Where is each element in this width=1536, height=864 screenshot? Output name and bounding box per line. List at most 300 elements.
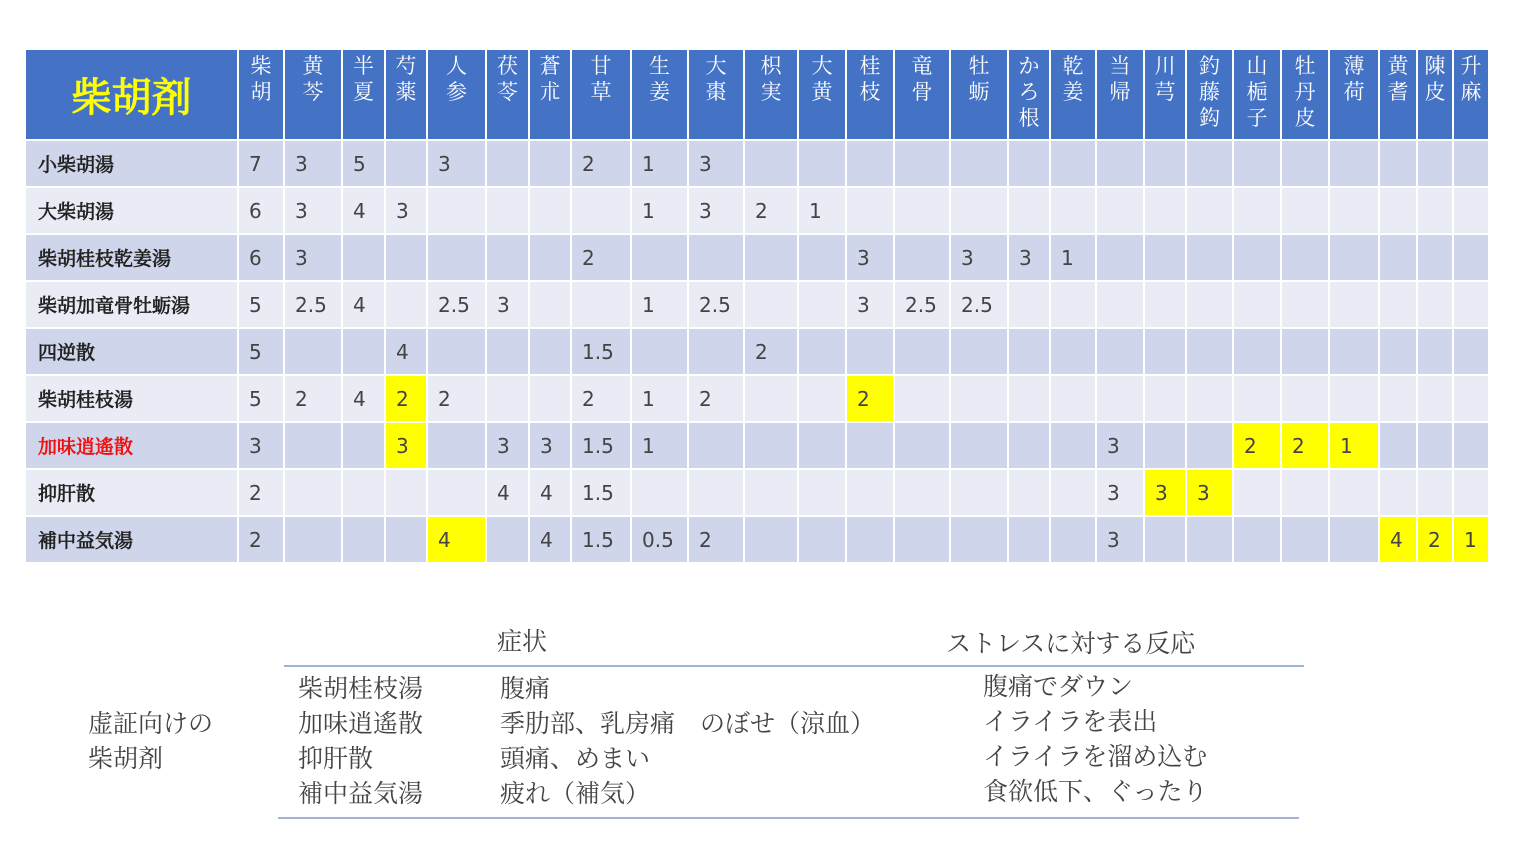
dosage-cell [1186, 234, 1233, 281]
formula-name-cell: 加味逍遙散 [25, 422, 238, 469]
dosage-cell [1329, 375, 1379, 422]
dosage-cell [1186, 187, 1233, 234]
dosage-cell: 3 [284, 234, 342, 281]
dosage-cell: 4 [486, 469, 529, 516]
herb-name: 桂枝 [859, 54, 881, 104]
dosage-cell [1417, 234, 1453, 281]
herb-column-header [1417, 49, 1453, 140]
dosage-cell [798, 375, 846, 422]
herb-column-header [894, 49, 950, 140]
dosage-cell: 1 [1050, 234, 1096, 281]
herb-column-header [798, 49, 846, 140]
dosage-cell: 6 [238, 187, 284, 234]
dosage-cell: 3 [846, 234, 894, 281]
dosage-cell [1453, 469, 1489, 516]
dosage-cell [1281, 328, 1329, 375]
dosage-cell [1417, 187, 1453, 234]
herb-name: 蒼朮 [539, 54, 561, 104]
herb-header-row [25, 49, 1489, 140]
dosage-cell [342, 328, 385, 375]
dosage-cell [1329, 469, 1379, 516]
dosage-cell [744, 375, 798, 422]
dosage-cell [950, 187, 1008, 234]
herb-name: 枳実 [760, 54, 782, 104]
herb-column-header [1144, 49, 1186, 140]
dosage-cell [1281, 281, 1329, 328]
formula-row [25, 375, 1489, 422]
group-label-line-1: 虚証向けの [88, 709, 214, 738]
dosage-cell [1144, 234, 1186, 281]
dosage-cell [894, 375, 950, 422]
herb-column-header [284, 49, 342, 140]
dosage-cell [1050, 187, 1096, 234]
symptom-column-header: 症状 [497, 627, 548, 656]
dosage-cell: 3 [529, 422, 571, 469]
dosage-cell [631, 234, 688, 281]
dosage-cell [744, 281, 798, 328]
formula-name: 柴胡桂枝湯 [298, 674, 424, 703]
dosage-cell [631, 469, 688, 516]
symptom-text: 季肋部、乳房痛 のぼせ（涼血） [500, 709, 876, 738]
dosage-cell: 1 [631, 375, 688, 422]
dosage-cell: 3 [1186, 469, 1233, 516]
dosage-cell [1379, 187, 1417, 234]
formula-name-cell: 柴胡加竜骨牡蛎湯 [25, 281, 238, 328]
reaction-text: イライラを表出 [983, 707, 1158, 736]
dosage-cell [1008, 281, 1050, 328]
herb-column-header [529, 49, 571, 140]
dosage-cell: 2 [744, 328, 798, 375]
dosage-cell: 3 [385, 187, 427, 234]
herb-name: 黄芩 [302, 54, 324, 104]
dosage-cell [1144, 328, 1186, 375]
symptom-text: 頭痛、めまい [500, 744, 651, 773]
dosage-cell: 4 [427, 516, 486, 563]
dosage-cell: 0.5 [631, 516, 688, 563]
dosage-cell [571, 187, 631, 234]
formula-name-cell: 柴胡桂枝湯 [25, 375, 238, 422]
dosage-cell [529, 281, 571, 328]
dosage-cell: 4 [1379, 516, 1417, 563]
dosage-cell: 3 [688, 187, 744, 234]
dosage-cell: 4 [529, 469, 571, 516]
dosage-cell [894, 328, 950, 375]
dosage-cell [1281, 469, 1329, 516]
herb-name: 陳皮 [1424, 54, 1446, 104]
formula-name-cell: 補中益気湯 [25, 516, 238, 563]
dosage-cell [744, 469, 798, 516]
dosage-cell [1186, 140, 1233, 187]
dosage-cell [950, 375, 1008, 422]
dosage-cell [1186, 281, 1233, 328]
dosage-cell [1329, 234, 1379, 281]
dosage-cell: 1 [631, 140, 688, 187]
formula-row [25, 422, 1489, 469]
dosage-cell: 2 [571, 140, 631, 187]
dosage-cell [427, 187, 486, 234]
dosage-cell: 2.5 [284, 281, 342, 328]
dosage-cell [1379, 281, 1417, 328]
herb-name: 釣藤鈎 [1199, 54, 1220, 130]
herb-name: 大棗 [705, 54, 727, 104]
dosage-cell [950, 140, 1008, 187]
dosage-cell [427, 234, 486, 281]
herb-name: 大黄 [811, 54, 833, 104]
dosage-cell: 2.5 [427, 281, 486, 328]
herb-name: 柴胡 [250, 54, 272, 104]
dosage-cell: 6 [238, 234, 284, 281]
herb-name: 芍薬 [395, 54, 417, 104]
herb-column-header [631, 49, 688, 140]
dosage-cell [1329, 281, 1379, 328]
dosage-cell [744, 422, 798, 469]
dosage-cell [1233, 516, 1281, 563]
herb-name: 山梔子 [1246, 54, 1268, 130]
formula-row [25, 187, 1489, 234]
herb-column-header [744, 49, 798, 140]
dosage-cell [486, 234, 529, 281]
dosage-cell: 3 [238, 422, 284, 469]
dosage-cell: 3 [284, 187, 342, 234]
dosage-cell: 2 [238, 469, 284, 516]
herb-column-header [1453, 49, 1489, 140]
dosage-cell [1453, 281, 1489, 328]
dosage-cell: 2.5 [894, 281, 950, 328]
dosage-cell [1008, 328, 1050, 375]
dosage-cell [385, 516, 427, 563]
dosage-cell: 1 [798, 187, 846, 234]
dosage-cell [1050, 516, 1096, 563]
dosage-cell [1281, 234, 1329, 281]
dosage-cell [1453, 140, 1489, 187]
dosage-cell [1417, 469, 1453, 516]
dosage-cell [529, 328, 571, 375]
dosage-cell [385, 469, 427, 516]
herb-column-header [342, 49, 385, 140]
herb-name: 牡蛎 [968, 54, 990, 104]
dosage-cell: 4 [342, 281, 385, 328]
group-label-line-2: 柴胡剤 [88, 744, 164, 773]
dosage-cell [1281, 187, 1329, 234]
herb-column-header [571, 49, 631, 140]
dosage-cell [1050, 281, 1096, 328]
dosage-cell: 1 [631, 422, 688, 469]
dosage-cell: 1 [1329, 422, 1379, 469]
dosage-cell [744, 140, 798, 187]
dosage-cell: 3 [688, 140, 744, 187]
herb-name: 茯苓 [497, 54, 518, 104]
herb-column-header [1233, 49, 1281, 140]
herb-column-header [385, 49, 427, 140]
dosage-cell: 2 [1417, 516, 1453, 563]
formula-row [25, 328, 1489, 375]
dosage-cell [950, 516, 1008, 563]
dosage-cell [894, 422, 950, 469]
dosage-cell: 2 [846, 375, 894, 422]
dosage-cell [798, 469, 846, 516]
herb-column-header [1096, 49, 1144, 140]
dosage-cell [1281, 140, 1329, 187]
herb-name: かろ根 [1018, 54, 1040, 130]
dosage-cell [1233, 375, 1281, 422]
dosage-cell [1329, 328, 1379, 375]
herb-name: 升麻 [1460, 54, 1482, 104]
dosage-cell [1008, 375, 1050, 422]
dosage-cell [427, 422, 486, 469]
dosage-cell [1281, 516, 1329, 563]
dosage-cell: 4 [385, 328, 427, 375]
herb-name: 甘草 [590, 54, 612, 104]
dosage-cell [1329, 516, 1379, 563]
dosage-cell [1096, 328, 1144, 375]
dosage-cell [950, 469, 1008, 516]
dosage-cell: 3 [1096, 422, 1144, 469]
dosage-cell [688, 328, 744, 375]
dosage-cell [1144, 140, 1186, 187]
herb-column-header [486, 49, 529, 140]
dosage-cell [1233, 234, 1281, 281]
herb-column-header [950, 49, 1008, 140]
dosage-cell [385, 140, 427, 187]
formula-name-cell: 小柴胡湯 [25, 140, 238, 187]
formula-row [25, 281, 1489, 328]
dosage-cell [284, 469, 342, 516]
dosage-cell [1453, 375, 1489, 422]
formula-name-cell: 抑肝散 [25, 469, 238, 516]
dosage-cell: 4 [342, 375, 385, 422]
dosage-cell [1008, 187, 1050, 234]
herb-name: 薄荷 [1343, 54, 1365, 104]
herb-name: 牡丹皮 [1294, 54, 1316, 130]
dosage-cell [1050, 469, 1096, 516]
dosage-cell: 1.5 [571, 328, 631, 375]
dosage-cell [894, 234, 950, 281]
dosage-cell [486, 375, 529, 422]
dosage-cell [798, 422, 846, 469]
dosage-cell [846, 422, 894, 469]
dosage-cell [846, 469, 894, 516]
herb-column-header [238, 49, 284, 140]
dosage-cell: 3 [284, 140, 342, 187]
dosage-cell [1233, 140, 1281, 187]
dosage-cell [798, 328, 846, 375]
dosage-cell [950, 422, 1008, 469]
dosage-cell [1050, 328, 1096, 375]
dosage-cell [1096, 187, 1144, 234]
dosage-cell [1417, 281, 1453, 328]
dosage-cell [1233, 281, 1281, 328]
formula-name-cell: 柴胡桂枝乾姜湯 [25, 234, 238, 281]
dosage-cell [798, 140, 846, 187]
symptom-text: 疲れ（補気） [500, 779, 651, 808]
herb-column-header [427, 49, 486, 140]
dosage-cell: 1.5 [571, 516, 631, 563]
dosage-cell [1144, 422, 1186, 469]
dosage-cell: 2 [1281, 422, 1329, 469]
dosage-cell [688, 234, 744, 281]
herb-column-header [1329, 49, 1379, 140]
dosage-cell [1096, 375, 1144, 422]
dosage-cell [342, 422, 385, 469]
dosage-cell: 2 [688, 375, 744, 422]
reaction-text: イライラを溜め込む [983, 742, 1208, 771]
dosage-cell [688, 469, 744, 516]
dosage-cell: 2 [284, 375, 342, 422]
dosage-cell [894, 140, 950, 187]
dosage-cell [1008, 140, 1050, 187]
dosage-cell: 5 [238, 375, 284, 422]
dosage-cell [1329, 140, 1379, 187]
herb-name: 当帰 [1109, 54, 1131, 104]
dosage-cell [688, 422, 744, 469]
dosage-cell [1096, 281, 1144, 328]
reaction-text: 食欲低下、ぐったり [983, 777, 1208, 806]
comparison-bottom-rule [278, 817, 1299, 819]
dosage-cell: 3 [1008, 234, 1050, 281]
dosage-cell [529, 375, 571, 422]
herb-name: 人参 [446, 54, 467, 104]
dosage-cell [950, 328, 1008, 375]
dosage-cell [1417, 375, 1453, 422]
dosage-cell: 4 [529, 516, 571, 563]
dosage-cell: 3 [950, 234, 1008, 281]
dosage-cell [342, 469, 385, 516]
dosage-cell: 7 [238, 140, 284, 187]
dosage-cell: 2 [238, 516, 284, 563]
reaction-text: 腹痛でダウン [983, 672, 1134, 701]
dosage-cell [1186, 516, 1233, 563]
dosage-cell: 3 [1096, 516, 1144, 563]
formula-row [25, 140, 1489, 187]
dosage-cell [1453, 187, 1489, 234]
dosage-cell [1144, 516, 1186, 563]
dosage-cell [1050, 422, 1096, 469]
dosage-cell [1453, 422, 1489, 469]
dosage-cell [1008, 422, 1050, 469]
dosage-cell [1453, 234, 1489, 281]
dosage-cell [1144, 281, 1186, 328]
dosage-cell: 2 [427, 375, 486, 422]
formula-row [25, 516, 1489, 563]
dosage-cell [1144, 375, 1186, 422]
dosage-cell [846, 516, 894, 563]
dosage-cell [529, 140, 571, 187]
dosage-cell [385, 234, 427, 281]
dosage-cell [1417, 140, 1453, 187]
dosage-cell [1379, 422, 1417, 469]
dosage-cell [284, 516, 342, 563]
dosage-cell [1417, 328, 1453, 375]
dosage-cell [1233, 328, 1281, 375]
herb-name: 乾姜 [1062, 54, 1084, 104]
dosage-cell [846, 328, 894, 375]
dosage-cell [1186, 375, 1233, 422]
dosage-cell: 3 [486, 281, 529, 328]
dosage-cell [846, 140, 894, 187]
dosage-cell: 2 [744, 187, 798, 234]
dosage-cell [1379, 328, 1417, 375]
dosage-cell: 2 [571, 375, 631, 422]
dosage-cell [631, 328, 688, 375]
dosage-cell: 2.5 [688, 281, 744, 328]
dosage-cell: 2 [385, 375, 427, 422]
herb-column-header [1281, 49, 1329, 140]
herb-composition-table [24, 48, 1490, 564]
dosage-cell [1050, 375, 1096, 422]
herb-column-header [1379, 49, 1417, 140]
dosage-cell [1379, 469, 1417, 516]
dosage-cell [486, 516, 529, 563]
dosage-cell: 3 [486, 422, 529, 469]
formula-name: 補中益気湯 [298, 779, 424, 808]
dosage-cell [486, 140, 529, 187]
dosage-cell: 2.5 [950, 281, 1008, 328]
dosage-cell: 1.5 [571, 422, 631, 469]
dosage-cell [894, 469, 950, 516]
formula-row [25, 234, 1489, 281]
dosage-cell [1453, 328, 1489, 375]
dosage-cell: 3 [427, 140, 486, 187]
dosage-cell [342, 234, 385, 281]
dosage-cell [1379, 234, 1417, 281]
formula-name-cell: 四逆散 [25, 328, 238, 375]
dosage-cell [1233, 469, 1281, 516]
dosage-cell [1186, 422, 1233, 469]
formula-name: 抑肝散 [298, 744, 374, 773]
dosage-cell: 3 [846, 281, 894, 328]
dosage-cell: 2 [571, 234, 631, 281]
herb-column-header [1008, 49, 1050, 140]
dosage-cell [1096, 140, 1144, 187]
dosage-cell [1050, 140, 1096, 187]
dosage-cell: 1 [1453, 516, 1489, 563]
dosage-cell [1417, 422, 1453, 469]
dosage-cell [529, 187, 571, 234]
dosage-cell [1379, 140, 1417, 187]
herb-column-header [1050, 49, 1096, 140]
dosage-cell [894, 516, 950, 563]
dosage-cell [1233, 187, 1281, 234]
formula-row [25, 469, 1489, 516]
dosage-cell [1281, 375, 1329, 422]
dosage-cell: 5 [238, 328, 284, 375]
herb-column-header [1186, 49, 1233, 140]
dosage-cell [798, 516, 846, 563]
dosage-cell [798, 234, 846, 281]
herb-name: 半夏 [353, 54, 374, 104]
formula-name: 加味逍遙散 [298, 709, 424, 738]
dosage-cell: 2 [688, 516, 744, 563]
dosage-cell: 3 [1144, 469, 1186, 516]
herb-name: 黄耆 [1387, 54, 1409, 104]
dosage-cell [744, 234, 798, 281]
dosage-cell [798, 281, 846, 328]
comparison-top-rule [284, 665, 1304, 667]
dosage-cell [846, 187, 894, 234]
dosage-cell [894, 187, 950, 234]
dosage-cell [427, 328, 486, 375]
dosage-cell: 1 [631, 281, 688, 328]
dosage-cell [284, 328, 342, 375]
dosage-cell: 3 [1096, 469, 1144, 516]
herb-name: 川芎 [1154, 54, 1176, 104]
dosage-cell [529, 234, 571, 281]
dosage-cell [744, 516, 798, 563]
reaction-column-header: ストレスに対する反応 [946, 629, 1196, 658]
dosage-cell: 1.5 [571, 469, 631, 516]
herb-column-header [846, 49, 894, 140]
dosage-cell [385, 281, 427, 328]
